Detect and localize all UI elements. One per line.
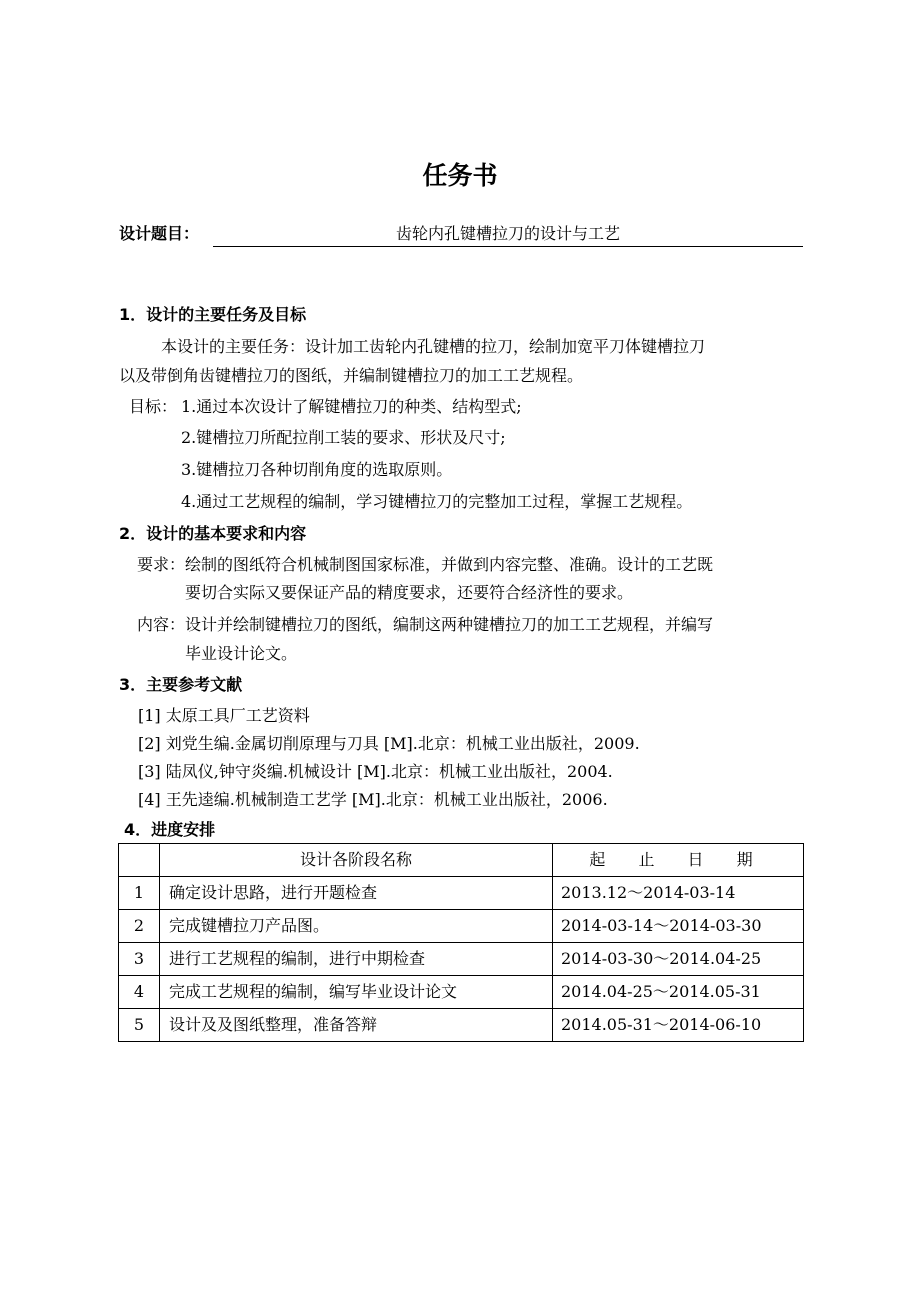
row-stage-name: 完成工艺规程的编制，编写毕业设计论文 [160, 976, 553, 1009]
table-header-name: 设计各阶段名称 [160, 844, 553, 877]
row-stage-name: 设计及及图纸整理，准备答辩 [160, 1009, 553, 1042]
row-date-range: 2014-03-14～2014-03-30 [553, 910, 804, 943]
schedule-table [118, 843, 804, 1042]
reference-item-3: [3] 陆凤仪,钟守炎编.机械设计 [M].北京：机械工业出版社，2004. [138, 762, 613, 781]
table-header-date: 起 止 日 期 [553, 844, 804, 877]
table-row [119, 877, 804, 910]
row-date-range: 2014.05-31～2014-06-10 [553, 1009, 804, 1042]
page-title: 任务书 [422, 161, 498, 190]
row-date-range: 2014-03-30～2014.04-25 [553, 943, 804, 976]
design-topic-label: 设计题目： [119, 224, 200, 243]
goal-item-4: 4.通过工艺规程的编制，学习键槽拉刀的完整加工过程，掌握工艺规程。 [181, 492, 693, 511]
table-row [119, 943, 804, 976]
goal-item-2: 2.键槽拉刀所配拉削工装的要求、形状及尺寸; [181, 428, 506, 447]
section-4-heading: 4．进度安排 [124, 820, 216, 839]
row-stage-name: 完成键槽拉刀产品图。 [160, 910, 553, 943]
row-index: 2 [119, 910, 160, 943]
table-header-row [119, 844, 804, 877]
goal-item-1: 1.通过本次设计了解键槽拉刀的种类、结构型式; [181, 397, 522, 416]
design-topic-value: 齿轮内孔键槽拉刀的设计与工艺 [213, 222, 803, 247]
row-index: 5 [119, 1009, 160, 1042]
goal-item-3: 3.键槽拉刀各种切削角度的选取原则。 [181, 460, 453, 479]
section-3-heading: 3．主要参考文献 [119, 675, 243, 694]
section-1-heading: 1．设计的主要任务及目标 [119, 305, 307, 324]
reference-item-2: [2] 刘党生编.金属切削原理与刀具 [M].北京：机械工业出版社，2009. [138, 734, 640, 753]
table-row [119, 910, 804, 943]
row-index: 1 [119, 877, 160, 910]
content-line-1: 内容：设计并绘制键槽拉刀的图纸，编制这两种键槽拉刀的加工工艺规程，并编写 [137, 615, 714, 634]
task-text-line-1: 本设计的主要任务：设计加工齿轮内孔键槽的拉刀，绘制加宽平刀体键槽拉刀 [161, 337, 706, 356]
table-row [119, 1009, 804, 1042]
row-date-range: 2014.04-25～2014.05-31 [553, 976, 804, 1009]
goals-prefix: 目标： [129, 397, 178, 416]
row-index: 4 [119, 976, 160, 1009]
requirement-line-1: 要求：绘制的图纸符合机械制图国家标准，并做到内容完整、准确。设计的工艺既 [137, 555, 714, 574]
section-2-heading: 2．设计的基本要求和内容 [119, 524, 307, 543]
requirement-line-2: 要切合实际又要保证产品的精度要求，还要符合经济性的要求。 [185, 583, 634, 602]
row-stage-name: 进行工艺规程的编制，进行中期检查 [160, 943, 553, 976]
content-line-2: 毕业设计论文。 [185, 644, 298, 663]
reference-item-4: [4] 王先逵编.机械制造工艺学 [M].北京：机械工业出版社，2006. [138, 790, 608, 809]
row-index: 3 [119, 943, 160, 976]
table-row [119, 976, 804, 1009]
design-topic-row [119, 222, 803, 250]
reference-item-1: [1] 太原工具厂工艺资料 [138, 706, 310, 725]
row-date-range: 2013.12～2014-03-14 [553, 877, 804, 910]
row-stage-name: 确定设计思路，进行开题检查 [160, 877, 553, 910]
table-header-index [119, 844, 160, 877]
task-text-line-2: 以及带倒角齿键槽拉刀的图纸，并编制键槽拉刀的加工工艺规程。 [119, 366, 584, 385]
